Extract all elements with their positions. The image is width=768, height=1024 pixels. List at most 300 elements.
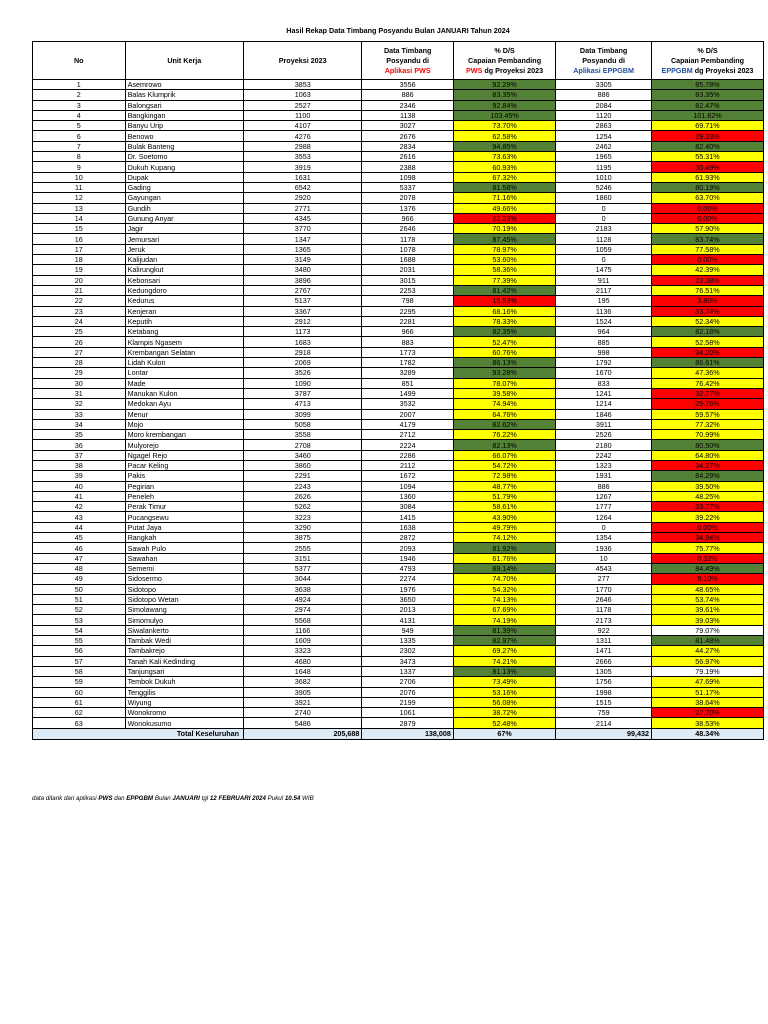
row-no: 18 <box>33 255 126 265</box>
table-row <box>33 388 764 398</box>
row-pws: 883 <box>362 337 454 347</box>
row-pws: 3084 <box>362 502 454 512</box>
row-pct-eppgbm: 27.70% <box>652 708 764 718</box>
row-pct-eppgbm: 32.77% <box>652 388 764 398</box>
row-no: 35 <box>33 430 126 440</box>
table-body <box>33 80 764 729</box>
row-eppgbm: 1936 <box>556 543 652 553</box>
row-proyeksi: 3151 <box>244 553 362 563</box>
row-pct-eppgbm: 79.19% <box>652 666 764 676</box>
row-unit: Kedungdoro <box>125 285 243 295</box>
row-eppgbm: 10 <box>556 553 652 563</box>
table-row <box>33 563 764 573</box>
row-pws: 1337 <box>362 666 454 676</box>
row-pws: 2253 <box>362 285 454 295</box>
header-eppgbm <box>556 42 652 80</box>
header-pct-pws-app: PWS <box>466 65 483 75</box>
row-unit: Gunung Anyar <box>125 213 243 223</box>
row-pct-eppgbm: 81.48% <box>652 636 764 646</box>
row-proyeksi: 4107 <box>244 121 362 131</box>
row-unit: Moro krembangan <box>125 430 243 440</box>
row-pct-pws: 82.35% <box>453 327 555 337</box>
table-row <box>33 234 764 244</box>
table-row <box>33 316 764 326</box>
row-pct-pws: 48.77% <box>453 481 555 491</box>
row-pct-eppgbm: 25.76% <box>652 399 764 409</box>
row-eppgbm: 2180 <box>556 440 652 450</box>
row-no: 14 <box>33 213 126 223</box>
row-eppgbm: 2526 <box>556 430 652 440</box>
row-eppgbm: 1305 <box>556 666 652 676</box>
row-no: 63 <box>33 718 126 728</box>
row-proyeksi: 1648 <box>244 666 362 676</box>
row-unit: Sidosermo <box>125 574 243 584</box>
row-pws: 2834 <box>362 141 454 151</box>
total-pct-eppgbm: 48.34% <box>652 728 764 739</box>
row-eppgbm: 195 <box>556 296 652 306</box>
row-no: 49 <box>33 574 126 584</box>
table-row <box>33 80 764 90</box>
row-pws: 2872 <box>362 533 454 543</box>
row-pws: 1061 <box>362 708 454 718</box>
row-proyeksi: 3919 <box>244 162 362 172</box>
note-part1: data ditarik dari aplikasi <box>32 795 99 802</box>
row-pws: 2388 <box>362 162 454 172</box>
row-unit: Kenjeran <box>125 306 243 316</box>
table-row <box>33 255 764 265</box>
table-row <box>33 131 764 141</box>
row-proyeksi: 2708 <box>244 440 362 450</box>
table-row <box>33 141 764 151</box>
row-unit: Sidotopo <box>125 584 243 594</box>
row-pws: 1376 <box>362 203 454 213</box>
row-no: 27 <box>33 347 126 357</box>
row-unit: Lidah Kulon <box>125 358 243 368</box>
row-proyeksi: 3044 <box>244 574 362 584</box>
row-pws: 2676 <box>362 131 454 141</box>
row-no: 61 <box>33 697 126 707</box>
row-no: 20 <box>33 275 126 285</box>
row-pct-pws: 38.72% <box>453 708 555 718</box>
row-no: 34 <box>33 419 126 429</box>
row-no: 60 <box>33 687 126 697</box>
row-unit: Ngagel Rejo <box>125 450 243 460</box>
row-eppgbm: 1931 <box>556 471 652 481</box>
row-eppgbm: 1860 <box>556 193 652 203</box>
row-pws: 1688 <box>362 255 454 265</box>
row-proyeksi: 2767 <box>244 285 362 295</box>
table-row <box>33 90 764 100</box>
row-unit: Pacar Keling <box>125 460 243 470</box>
row-no: 42 <box>33 502 126 512</box>
row-eppgbm: 1354 <box>556 533 652 543</box>
table-row <box>33 440 764 450</box>
row-eppgbm: 1670 <box>556 368 652 378</box>
row-eppgbm: 1756 <box>556 677 652 687</box>
row-pct-eppgbm: 79.07% <box>652 625 764 635</box>
row-no: 41 <box>33 491 126 501</box>
row-no: 44 <box>33 522 126 532</box>
table-row <box>33 399 764 409</box>
row-eppgbm: 1195 <box>556 162 652 172</box>
row-eppgbm: 1846 <box>556 409 652 419</box>
row-eppgbm: 1965 <box>556 152 652 162</box>
row-pws: 2286 <box>362 450 454 460</box>
row-pws: 2076 <box>362 687 454 697</box>
row-eppgbm: 1267 <box>556 491 652 501</box>
row-proyeksi: 2291 <box>244 471 362 481</box>
header-pct-pws-line2: Capaian Pembanding <box>468 55 542 65</box>
row-no: 59 <box>33 677 126 687</box>
row-no: 10 <box>33 172 126 182</box>
row-pct-eppgbm: 44.27% <box>652 646 764 656</box>
row-no: 8 <box>33 152 126 162</box>
row-pws: 966 <box>362 213 454 223</box>
row-no: 36 <box>33 440 126 450</box>
row-pct-pws: 62.58% <box>453 131 555 141</box>
row-proyeksi: 2527 <box>244 100 362 110</box>
table-row <box>33 430 764 440</box>
table-row <box>33 718 764 728</box>
row-unit: Mulyorejo <box>125 440 243 450</box>
row-pws: 2224 <box>362 440 454 450</box>
row-no: 58 <box>33 666 126 676</box>
row-unit: Wiyung <box>125 697 243 707</box>
row-pws: 949 <box>362 625 454 635</box>
row-proyeksi: 3896 <box>244 275 362 285</box>
row-pws: 2031 <box>362 265 454 275</box>
row-pct-pws: 92.84% <box>453 100 555 110</box>
row-pws: 2112 <box>362 460 454 470</box>
row-proyeksi: 5486 <box>244 718 362 728</box>
row-pct-eppgbm: 55.31% <box>652 152 764 162</box>
row-pct-pws: 72.98% <box>453 471 555 481</box>
row-no: 13 <box>33 203 126 213</box>
row-pct-eppgbm: 82.18% <box>652 327 764 337</box>
row-unit: Mojo <box>125 419 243 429</box>
row-proyeksi: 2920 <box>244 193 362 203</box>
row-no: 15 <box>33 224 126 234</box>
row-unit: Balongsari <box>125 100 243 110</box>
row-pws: 1335 <box>362 636 454 646</box>
row-eppgbm: 833 <box>556 378 652 388</box>
row-pws: 851 <box>362 378 454 388</box>
table-row <box>33 460 764 470</box>
total-pct-pws: 67% <box>453 728 555 739</box>
row-pws: 3473 <box>362 656 454 666</box>
table-row <box>33 666 764 676</box>
row-unit: Keputih <box>125 316 243 326</box>
row-pct-pws: 53.16% <box>453 687 555 697</box>
row-no: 1 <box>33 80 126 90</box>
row-unit: Lontar <box>125 368 243 378</box>
row-pct-pws: 60.93% <box>453 162 555 172</box>
row-pct-pws: 103.45% <box>453 110 555 120</box>
row-pct-eppgbm: 23.38% <box>652 275 764 285</box>
rekap-table <box>32 41 764 740</box>
note-part2: dan <box>112 795 127 802</box>
row-proyeksi: 2069 <box>244 358 362 368</box>
row-pct-pws: 74.13% <box>453 594 555 604</box>
row-pws: 4793 <box>362 563 454 573</box>
row-pct-pws: 67.32% <box>453 172 555 182</box>
row-unit: Klampis Ngasem <box>125 337 243 347</box>
row-unit: Krembangan Selatan <box>125 347 243 357</box>
row-no: 28 <box>33 358 126 368</box>
row-pct-pws: 78.33% <box>453 316 555 326</box>
row-no: 11 <box>33 182 126 192</box>
row-pct-eppgbm: 84.49% <box>652 563 764 573</box>
table-row <box>33 182 764 192</box>
row-eppgbm: 3305 <box>556 80 652 90</box>
row-pct-eppgbm: 76.51% <box>652 285 764 295</box>
row-pws: 3650 <box>362 594 454 604</box>
row-eppgbm: 2646 <box>556 594 652 604</box>
row-pct-eppgbm: 34.27% <box>652 460 764 470</box>
total-eppgbm: 99,432 <box>556 728 652 739</box>
table-row <box>33 213 764 223</box>
row-pws: 4131 <box>362 615 454 625</box>
row-unit: Gundih <box>125 203 243 213</box>
row-eppgbm: 1136 <box>556 306 652 316</box>
row-proyeksi: 3223 <box>244 512 362 522</box>
row-pws: 966 <box>362 327 454 337</box>
row-no: 37 <box>33 450 126 460</box>
row-proyeksi: 1365 <box>244 244 362 254</box>
table-row <box>33 481 764 491</box>
table-row <box>33 265 764 275</box>
row-proyeksi: 3367 <box>244 306 362 316</box>
row-pws: 2078 <box>362 193 454 203</box>
row-proyeksi: 2626 <box>244 491 362 501</box>
row-pct-eppgbm: 61.93% <box>652 172 764 182</box>
table-row <box>33 708 764 718</box>
table-row <box>33 275 764 285</box>
row-unit: Bangkingan <box>125 110 243 120</box>
row-pws: 2281 <box>362 316 454 326</box>
row-eppgbm: 1998 <box>556 687 652 697</box>
row-pct-eppgbm: 84.29% <box>652 471 764 481</box>
report-title: Hasil Rekap Data Timbang Posyandu Bulan JANUARI Tahun 2024 <box>286 26 510 35</box>
row-pws: 1415 <box>362 512 454 522</box>
row-pct-pws: 58.61% <box>453 502 555 512</box>
row-pws: 2879 <box>362 718 454 728</box>
row-pct-pws: 92.29% <box>453 80 555 90</box>
row-no: 5 <box>33 121 126 131</box>
row-eppgbm: 5246 <box>556 182 652 192</box>
row-unit: Gading <box>125 182 243 192</box>
row-no: 16 <box>33 234 126 244</box>
row-eppgbm: 998 <box>556 347 652 357</box>
row-eppgbm: 2114 <box>556 718 652 728</box>
table-row <box>33 533 764 543</box>
row-no: 22 <box>33 296 126 306</box>
row-pct-pws: 89.14% <box>453 563 555 573</box>
row-pct-eppgbm: 0.00% <box>652 255 764 265</box>
row-unit: Tenggilis <box>125 687 243 697</box>
table-row <box>33 491 764 501</box>
row-pct-pws: 73.70% <box>453 121 555 131</box>
table-row <box>33 409 764 419</box>
header-row <box>33 42 764 80</box>
row-proyeksi: 5568 <box>244 615 362 625</box>
row-pct-pws: 93.28% <box>453 368 555 378</box>
row-eppgbm: 2117 <box>556 285 652 295</box>
row-proyeksi: 1609 <box>244 636 362 646</box>
row-proyeksi: 3787 <box>244 388 362 398</box>
header-pct-epp-line3 <box>654 66 761 76</box>
note-pws: PWS <box>98 795 113 802</box>
row-unit: Jeruk <box>125 244 243 254</box>
footnote <box>32 795 314 802</box>
row-unit: Dupak <box>125 172 243 182</box>
row-unit: Siwalankerto <box>125 625 243 635</box>
row-pct-pws: 52.47% <box>453 337 555 347</box>
total-proyeksi: 205,688 <box>244 728 362 739</box>
row-pct-eppgbm: 52.34% <box>652 316 764 326</box>
note-time: 10.54 <box>284 795 301 802</box>
row-pws: 1499 <box>362 388 454 398</box>
row-pct-pws: 82.13% <box>453 440 555 450</box>
table-row <box>33 502 764 512</box>
row-pws: 3289 <box>362 368 454 378</box>
row-no: 19 <box>33 265 126 275</box>
row-unit: Tanah Kali Kedinding <box>125 656 243 666</box>
row-pws: 3532 <box>362 399 454 409</box>
row-proyeksi: 2243 <box>244 481 362 491</box>
row-no: 38 <box>33 460 126 470</box>
row-pct-eppgbm: 56.97% <box>652 656 764 666</box>
row-pct-pws: 74.21% <box>453 656 555 666</box>
row-no: 17 <box>33 244 126 254</box>
row-pws: 1672 <box>362 471 454 481</box>
row-pct-pws: 66.07% <box>453 450 555 460</box>
row-proyeksi: 4345 <box>244 213 362 223</box>
row-eppgbm: 922 <box>556 625 652 635</box>
row-proyeksi: 3290 <box>244 522 362 532</box>
row-proyeksi: 1347 <box>244 234 362 244</box>
row-pct-pws: 43.90% <box>453 512 555 522</box>
row-unit: Wonokusumo <box>125 718 243 728</box>
table-row <box>33 450 764 460</box>
table-row <box>33 347 764 357</box>
row-eppgbm: 0 <box>556 255 652 265</box>
table-row <box>33 193 764 203</box>
row-pct-pws: 51.79% <box>453 491 555 501</box>
row-eppgbm: 4543 <box>556 563 652 573</box>
row-pws: 2712 <box>362 430 454 440</box>
row-pct-pws: 73.49% <box>453 677 555 687</box>
row-pct-eppgbm: 70.99% <box>652 430 764 440</box>
row-eppgbm: 1241 <box>556 388 652 398</box>
table-row <box>33 522 764 532</box>
row-pct-eppgbm: 0.00% <box>652 213 764 223</box>
table-row <box>33 368 764 378</box>
note-eppgbm: EPPGBM <box>126 795 154 802</box>
row-pct-eppgbm: 33.74% <box>652 306 764 316</box>
table-row <box>33 296 764 306</box>
row-proyeksi: 3526 <box>244 368 362 378</box>
row-eppgbm: 1214 <box>556 399 652 409</box>
row-eppgbm: 1792 <box>556 358 652 368</box>
table-row <box>33 677 764 687</box>
row-proyeksi: 3558 <box>244 430 362 440</box>
row-proyeksi: 3921 <box>244 697 362 707</box>
row-pct-eppgbm: 76.42% <box>652 378 764 388</box>
row-pct-pws: 81.13% <box>453 666 555 676</box>
row-pws: 2007 <box>362 409 454 419</box>
row-unit: Sidotopo Wetan <box>125 594 243 604</box>
row-pws: 2706 <box>362 677 454 687</box>
row-eppgbm: 1311 <box>556 636 652 646</box>
header-pct-eppgbm <box>652 42 764 80</box>
row-pct-pws: 86.13% <box>453 358 555 368</box>
row-pct-eppgbm: 33.77% <box>652 502 764 512</box>
row-proyeksi: 1683 <box>244 337 362 347</box>
table-row <box>33 656 764 666</box>
row-pws: 798 <box>362 296 454 306</box>
row-proyeksi: 3638 <box>244 584 362 594</box>
row-pct-eppgbm: 39.61% <box>652 605 764 615</box>
row-pct-pws: 78.07% <box>453 378 555 388</box>
row-pct-eppgbm: 59.57% <box>652 409 764 419</box>
row-unit: Tambak Wedi <box>125 636 243 646</box>
row-no: 48 <box>33 563 126 573</box>
table-row <box>33 687 764 697</box>
row-no: 52 <box>33 605 126 615</box>
row-pct-pws: 83.35% <box>453 90 555 100</box>
row-pct-pws: 77.39% <box>453 275 555 285</box>
header-eppgbm-line3: Aplikasi EPPGBM <box>573 65 634 75</box>
row-no: 51 <box>33 594 126 604</box>
row-unit: Gayungan <box>125 193 243 203</box>
row-eppgbm: 277 <box>556 574 652 584</box>
row-proyeksi: 3905 <box>244 687 362 697</box>
header-pct-pws-line1: % D/S <box>494 45 515 55</box>
row-pws: 1638 <box>362 522 454 532</box>
row-unit: Manukan Kulon <box>125 388 243 398</box>
row-pct-pws: 82.97% <box>453 636 555 646</box>
row-pws: 1976 <box>362 584 454 594</box>
row-eppgbm: 759 <box>556 708 652 718</box>
row-pct-eppgbm: 34.94% <box>652 533 764 543</box>
row-pct-eppgbm: 39.22% <box>652 512 764 522</box>
row-pct-eppgbm: 47.69% <box>652 677 764 687</box>
row-eppgbm: 964 <box>556 327 652 337</box>
row-unit: Dr. Soetomo <box>125 152 243 162</box>
row-pct-eppgbm: 38.53% <box>652 718 764 728</box>
row-pct-pws: 49.79% <box>453 522 555 532</box>
row-no: 9 <box>33 162 126 172</box>
row-pct-pws: 54.32% <box>453 584 555 594</box>
row-unit: Kebonsari <box>125 275 243 285</box>
table-row <box>33 172 764 182</box>
row-eppgbm: 1475 <box>556 265 652 275</box>
row-no: 54 <box>33 625 126 635</box>
row-unit: Jemursari <box>125 234 243 244</box>
row-eppgbm: 886 <box>556 481 652 491</box>
row-pct-eppgbm: 80.19% <box>652 182 764 192</box>
row-unit: Tembok Dukuh <box>125 677 243 687</box>
row-pws: 2646 <box>362 224 454 234</box>
row-pct-eppgbm: 0.32% <box>652 553 764 563</box>
row-pct-pws: 69.27% <box>453 646 555 656</box>
header-pws-line3: Aplikasi PWS <box>384 65 431 75</box>
row-unit: Putat Jaya <box>125 522 243 532</box>
row-pct-pws: 73.63% <box>453 152 555 162</box>
row-pws: 2199 <box>362 697 454 707</box>
row-proyeksi: 4680 <box>244 656 362 666</box>
